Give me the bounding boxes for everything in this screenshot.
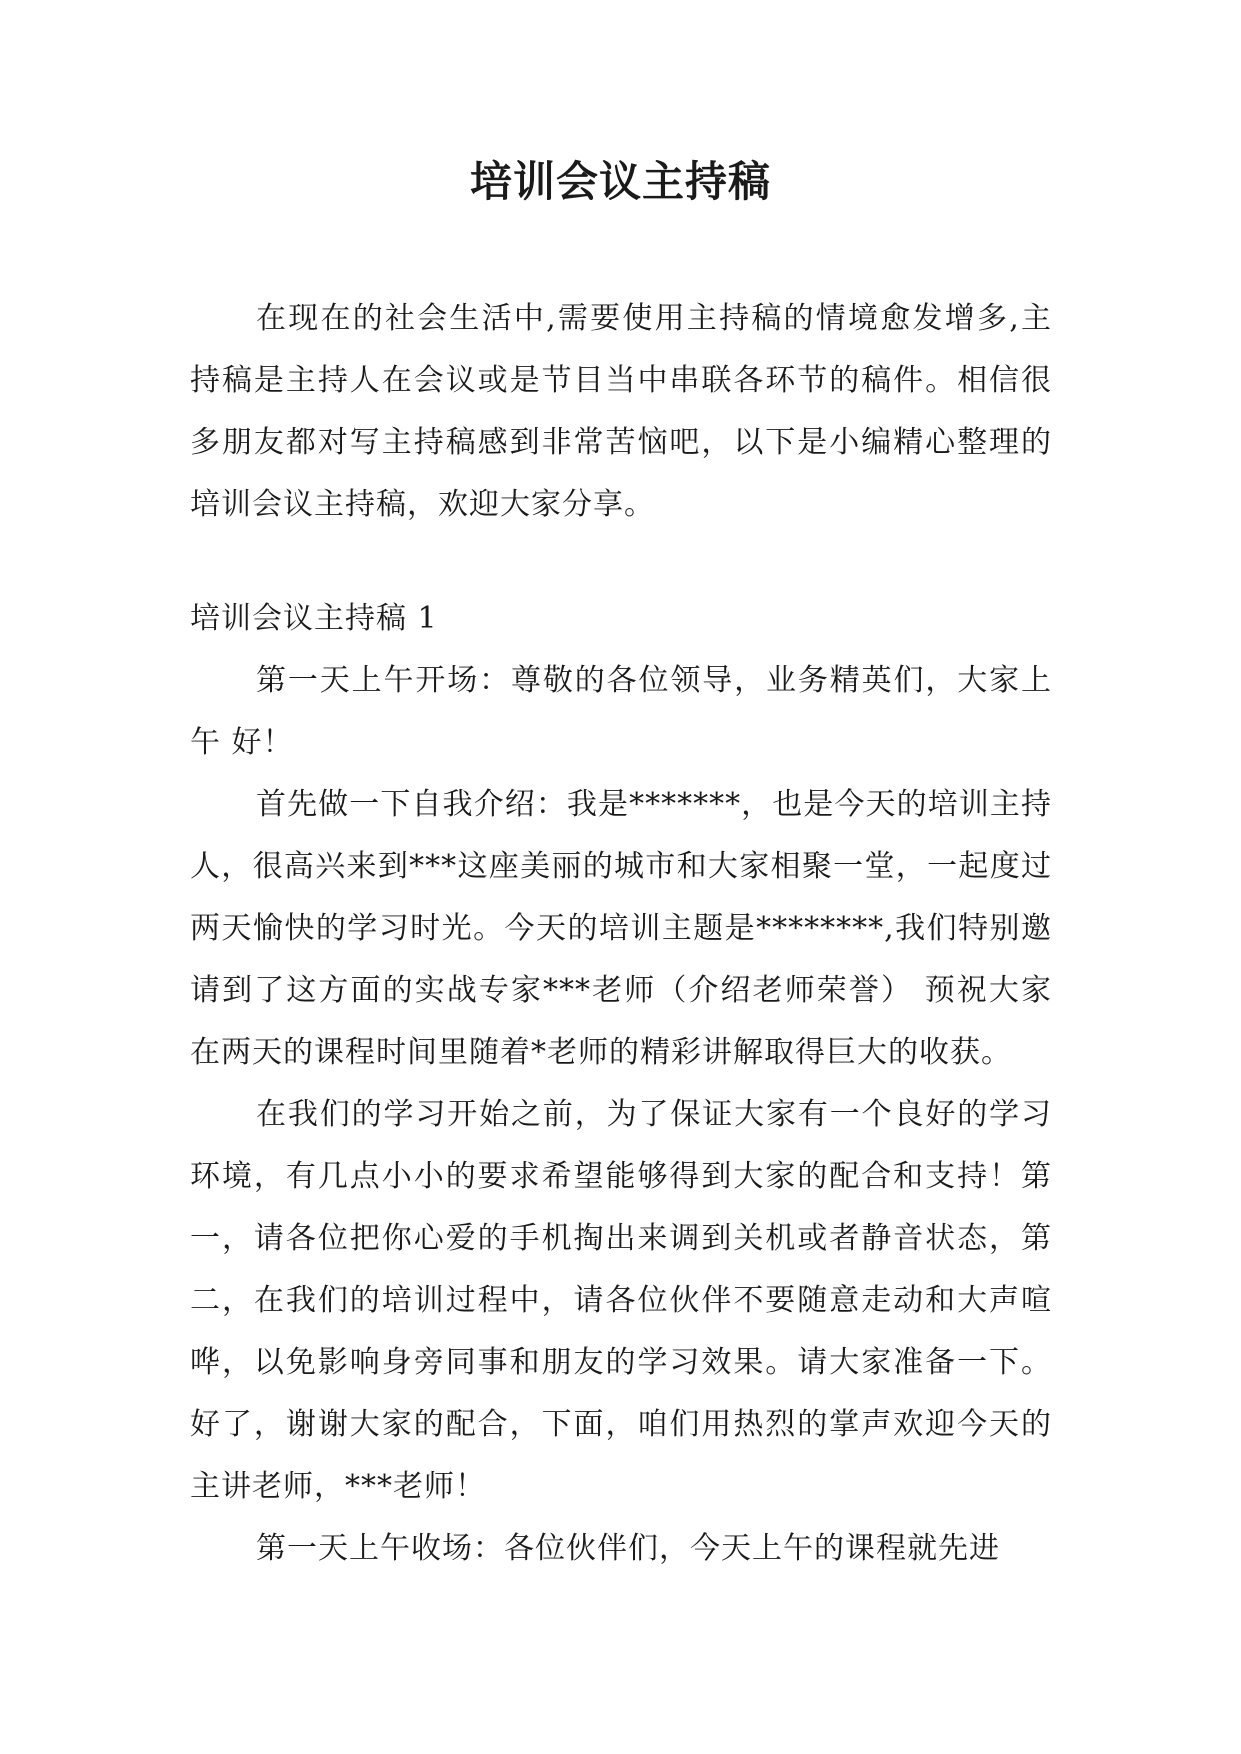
section-heading: 培训会议主持稿 1 bbox=[190, 601, 438, 636]
body-paragraph-2: 首先做一下自我介绍：我是*******，也是今天的培训主持人，很高兴来到***这座美丽的城市和大家相聚一堂，一起度过两天愉快的学习时光。今天的培训主题是********,我们特别邀请到了这方面的实战专家***老师（介绍老师荣誉） 预祝大家在两天的课程时间里随着*老师的精彩讲解取得巨大的收获。 bbox=[190, 787, 1052, 1070]
document-body bbox=[190, 288, 1052, 1580]
body-paragraph-1: 第一天上午开场：尊敬的各位领导，业务精英们，大家上午 好！ bbox=[190, 663, 1052, 760]
body-paragraph-3: 在我们的学习开始之前，为了保证大家有一个良好的学习环境，有几点小小的要求希望能够得到大家的配合和支持！第一，请各位把你心爱的手机掏出来调到关机或者静音状态，第二，在我们的培训过程中，请各位伙伴不要随意走动和大声喧哗，以免影响身旁同事和朋友的学习效果。请大家准备一下。好了，谢谢大家的配合，下面，咱们用热烈的掌声欢迎今天的主讲老师，***老师！ bbox=[190, 1097, 1052, 1504]
document-title: 培训会议主持稿 bbox=[469, 157, 771, 206]
body-paragraph-4: 第一天上午收场：各位伙伴们，今天上午的课程就先进 bbox=[256, 1531, 1000, 1566]
intro-paragraph: 在现在的社会生活中,需要使用主持稿的情境愈发增多,主持稿是主持人在会议或是节目当中串联各环节的稿件。相信很多朋友都对写主持稿感到非常苦恼吧，以下是小编精心整理的培训会议主持稿，欢迎大家分享。 bbox=[190, 301, 1052, 522]
